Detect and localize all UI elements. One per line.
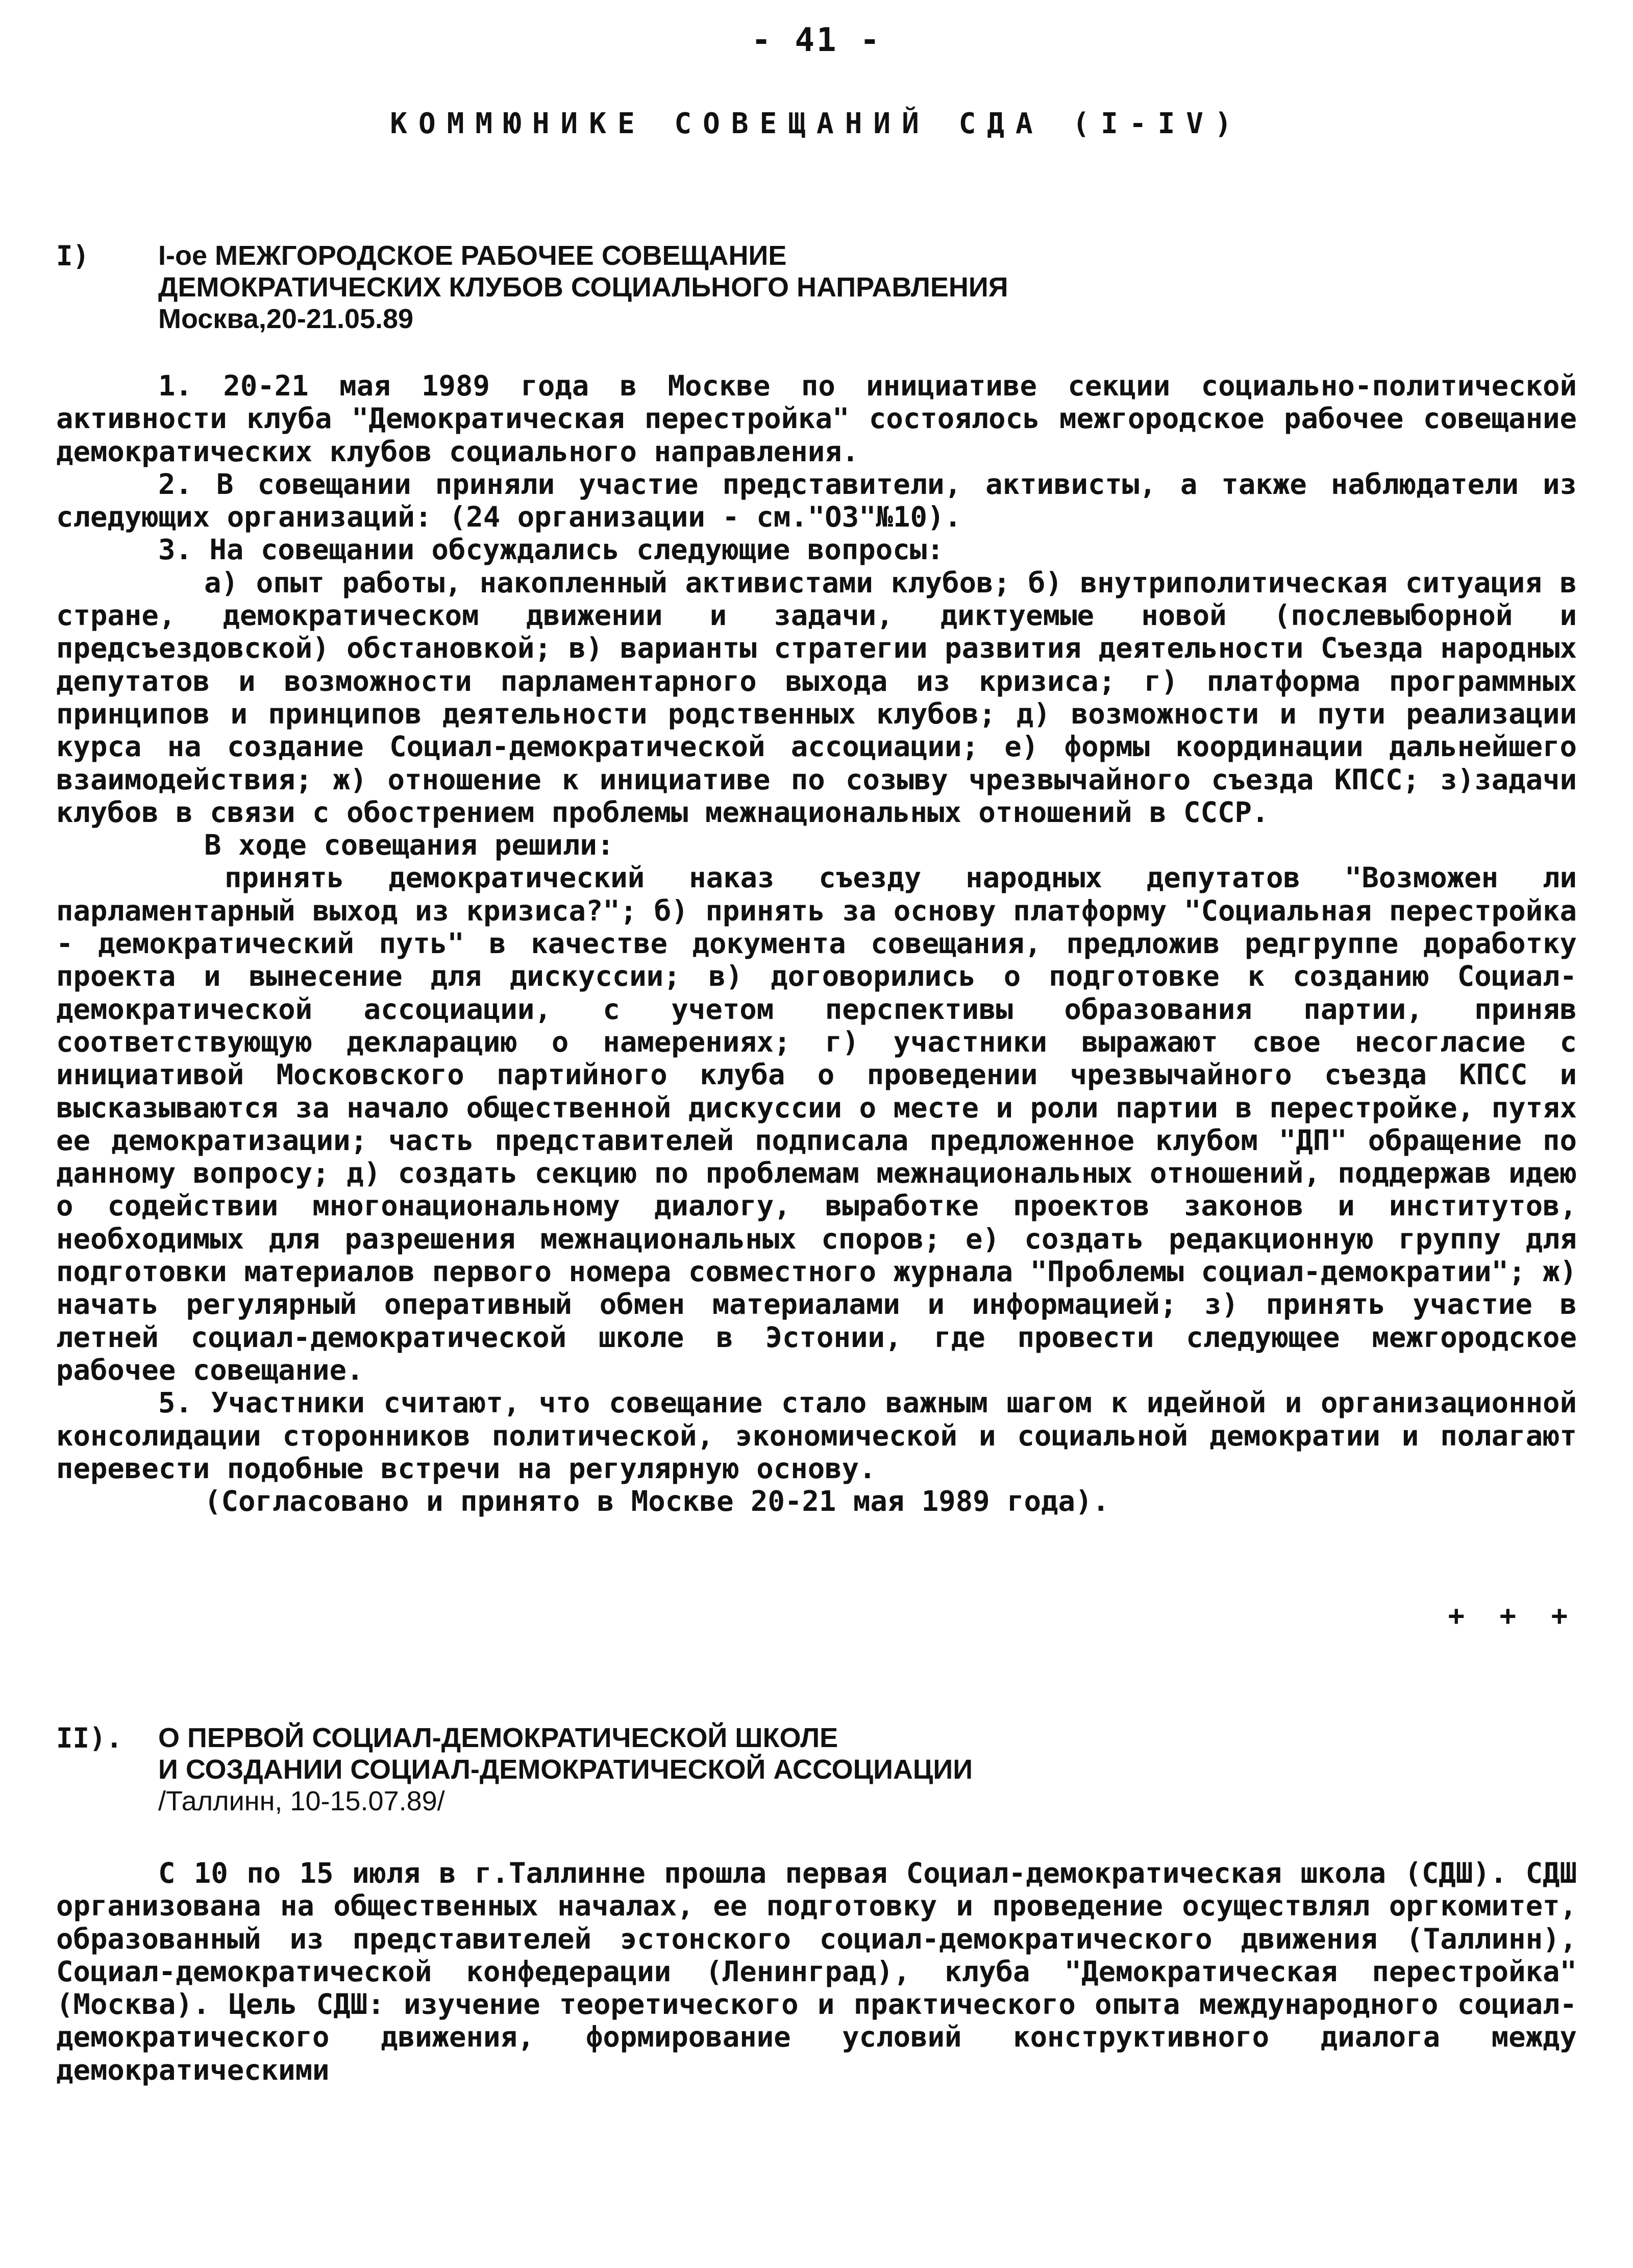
section-1-paragraph-2: 2. В совещании приняли участие представители, активисты, а также наблюдатели из следующих организаций: (24 организации - см."ОЗ"№10). — [56, 467, 1577, 534]
section-2-heading-line-3: /Таллинн, 10-15.07.89/ — [158, 1786, 445, 1816]
section-1-body — [56, 370, 1577, 1518]
section-2-paragraph-1: С 10 по 15 июля в г.Таллинне прошла первая Социал-демократическая школа (СДШ). СДШ организована на общественных началах, ее подготовку и проведение осуществлял оргкомитет, образованный из представителей эстонского социал-демократического движения (Таллинн), Социал-демократической конфедерации (Ленинград), клуба "Демократическая перестройка"(Москва). Цель СДШ: изучение теоретического и практического опыта международного социал-демократического движения, формирование условий конструктивного диалога между демократическими — [56, 1857, 1577, 2087]
section-1-paragraph-4-decisions: принять демократический наказ съезду народных депутатов "Возможен ли парламентарный выход из кризиса?"; б) принять за основу платформу "Социальная перестройка - демократический путь" в качестве документа совещания, предложив редгруппе доработку проекта и вынесение для дискуссии; в) договорились о подготовке к созданию Социал-демократической ассоциации, с учетом перспективы образования партии, приняв соответствующую декларацию о намерениях; г) участники выражают свое несогласие с инициативой Московского партийного клуба о проведении чрезвычайного съезда КПСС и высказываются за начало общественной дискуссии о месте и роли партии в перестройке, путях ее демократизации; часть представителей подписала предложенное клубом "ДП" обращение по данному вопросу; д) создать секцию по проблемам межнациональных отношений, поддержав идею о содействии многонациональному диалогу, выработке проектов законов и институтов, необходимых для разрешения межнациональных споров; е) создать редакционную группу для подготовки материалов первого номера совместного журнала "Проблемы социал-демократии"; ж) начать регулярный оперативный обмен материалами и информацией; з) принять участие в летней социал-демократической школе в Эстонии, где провести следующее межгородское рабочее совещание. — [56, 861, 1577, 1387]
section-2-heading-line-1: О ПЕРВОЙ СОЦИАЛ-ДЕМОКРАТИЧЕСКОЙ ШКОЛЕ — [158, 1723, 838, 1753]
document-title: КОММЮНИКЕ СОВЕЩАНИЙ СДА (I-IV) — [390, 107, 1243, 140]
section-1-paragraph-3: 3. На совещании обсуждались следующие вопросы: — [158, 533, 944, 567]
section-1-paragraph-6: (Согласовано и принято в Москве 20-21 мая 1989 года). — [204, 1485, 1109, 1518]
page-number: - 41 - — [751, 21, 882, 59]
section-1-heading-line-3: Москва,20-21.05.89 — [158, 304, 414, 334]
section-2-heading-line-2: И СОЗДАНИИ СОЦИАЛ-ДЕМОКРАТИЧЕСКОЙ АССОЦИАЦИИ — [158, 1754, 973, 1785]
section-1-paragraph-3-items: а) опыт работы, накопленный активистами клубов; б) внутриполитическая ситуация в стране, демократическом движении и задачи, диктуемые новой (послевыборной и предсъездовской) обстановкой; в) варианты стратегии развития деятельности Съезда народных депутатов и возможности парламентарного выхода из кризиса; г) платформа программных принципов и принципов деятельности родственных клубов; д) возможности и пути реализации курса на создание Социал-демократической ассоциации; е) формы координации дальнейшего взаимодействия; ж) отношение к инициативе по созыву чрезвычайного съезда КПСС; з)задачи клубов в связи с обострением проблемы межнациональных отношений в СССР. — [56, 566, 1577, 829]
section-2-number: II). — [56, 1722, 123, 1754]
section-1-paragraph-5: 5. Участники считают, что совещание стало важным шагом к идейной и организационной консолидации сторонников политической, экономической и социальной демократии и полагают перевести подобные встречи на регулярную основу. — [56, 1386, 1577, 1485]
section-separator: + + + — [1448, 1600, 1577, 1632]
section-1-paragraph-4: В ходе совещания решили: — [204, 829, 614, 862]
section-1-heading-lines — [158, 240, 1577, 335]
section-2-heading-lines — [158, 1722, 1577, 1817]
section-1-heading-line-2: ДЕМОКРАТИЧЕСКИХ КЛУБОВ СОЦИАЛЬНОГО НАПРАВЛЕНИЯ — [158, 272, 1008, 303]
section-1-number: I) — [56, 240, 90, 272]
section-1-paragraph-1: 1. 20-21 мая 1989 года в Москве по инициативе секции социально-политической активности клуба "Демократическая перестройка" состоялось межгородское рабочее совещание демократических клубов социального направления. — [56, 369, 1577, 468]
section-1-heading-line-1: I-ое МЕЖГОРОДСКОЕ РАБОЧЕЕ СОВЕЩАНИЕ — [158, 240, 787, 271]
section-2-body — [56, 1857, 1577, 2087]
